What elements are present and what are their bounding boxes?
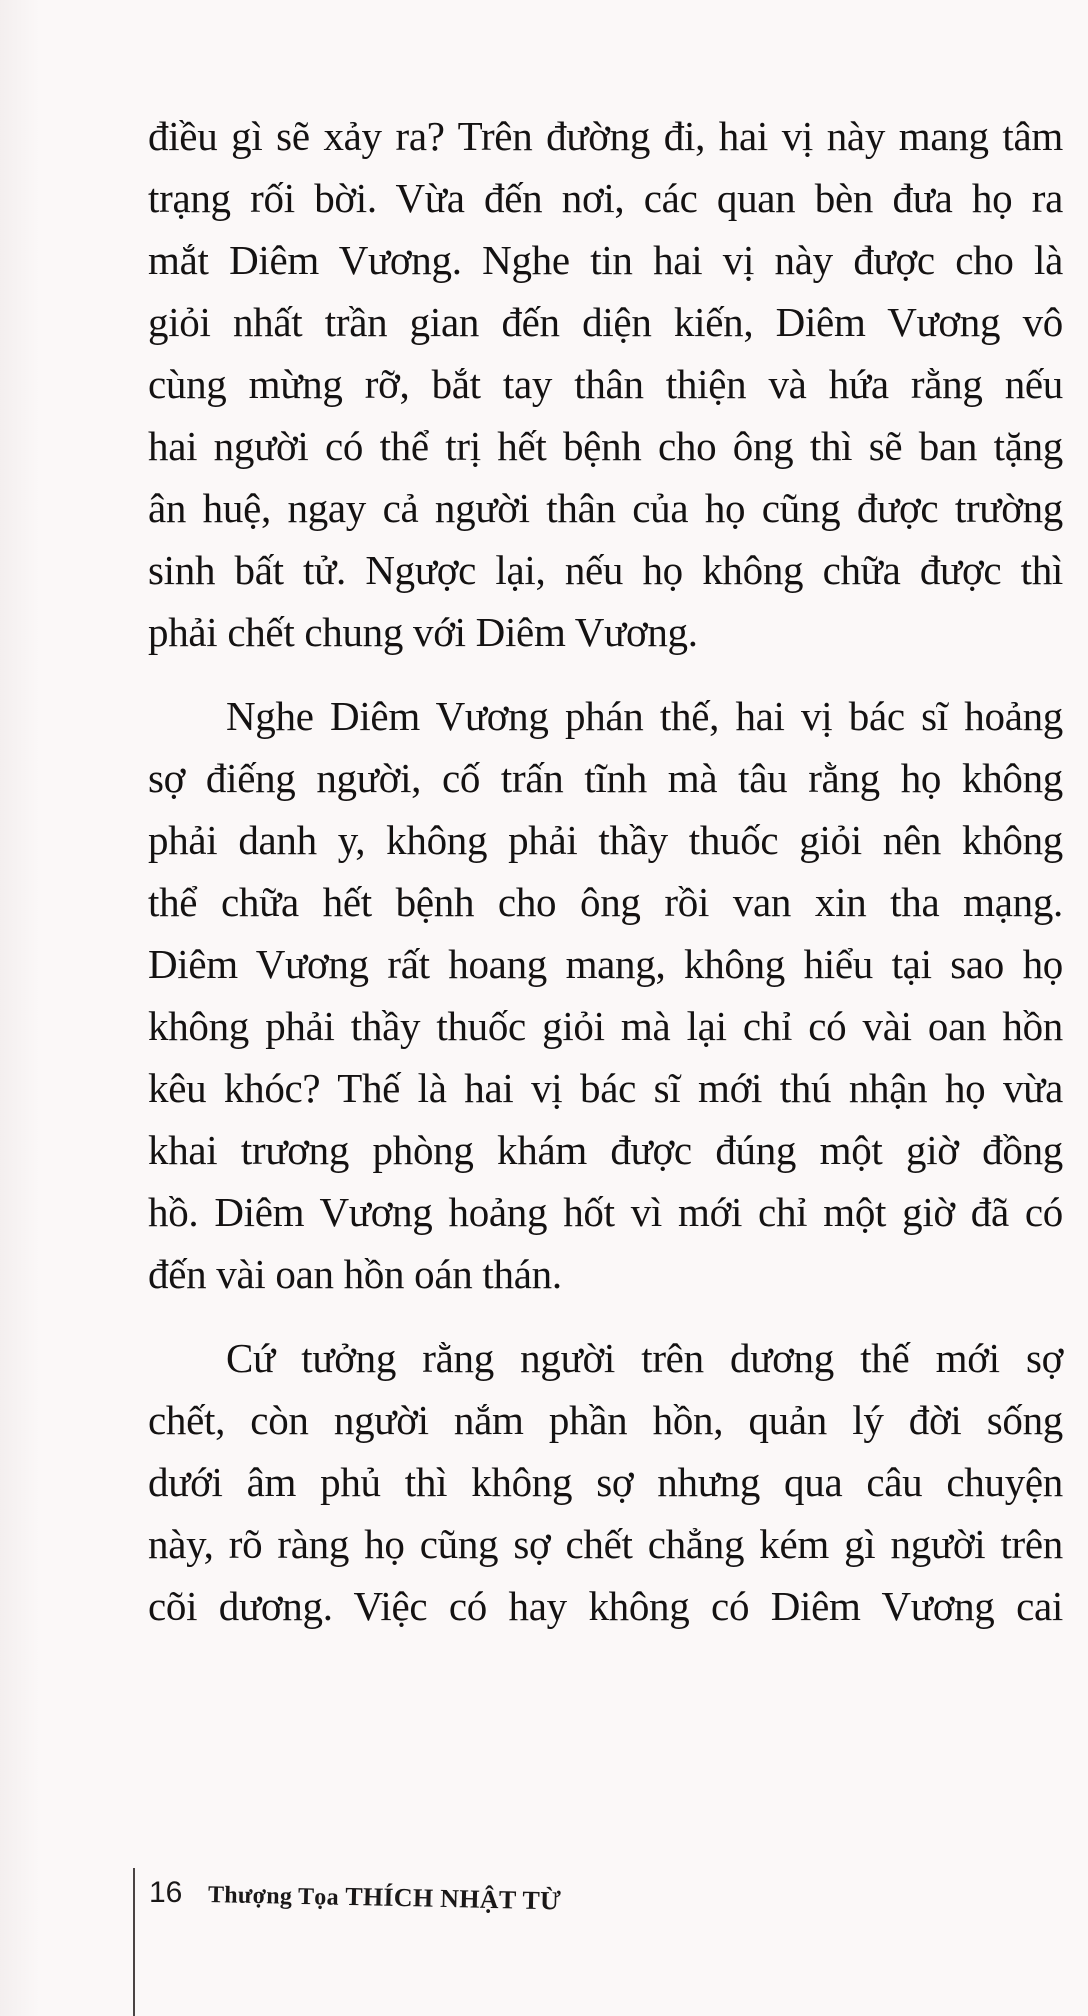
footer-row — [149, 1876, 562, 1916]
author-name: THÍCH NHẬT TỪ — [345, 1881, 562, 1916]
text-line: sinh bất tử. Ngược lại, nếu họ không chữa được thì — [148, 547, 1063, 593]
page-number: 16 — [149, 1876, 183, 1909]
text-line: hai người có thể trị hết bệnh cho ông thì sẽ ban tặng — [148, 423, 1063, 469]
paragraph-spacer — [148, 663, 1063, 685]
text-line: cõi dương. Việc có hay không có Diêm Vương cai — [148, 1583, 1063, 1629]
paragraph-1 — [148, 105, 1063, 663]
text-line: phải danh y, không phải thầy thuốc giỏi nên không — [148, 817, 1063, 863]
text-line: phải chết chung với Diêm Vương. — [148, 609, 698, 655]
text-line: đến vài oan hồn oán thán. — [148, 1251, 562, 1297]
body-text — [148, 105, 1063, 1637]
text-line: này, rõ ràng họ cũng sợ chết chẳng kém gì người trên — [148, 1521, 1063, 1567]
text-line: Nghe Diêm Vương phán thế, hai vị bác sĩ hoảng — [226, 693, 1063, 739]
text-line: kêu khóc? Thế là hai vị bác sĩ mới thú nhận họ vừa — [148, 1065, 1063, 1111]
text-line: giỏi nhất trần gian đến diện kiến, Diêm Vương vô — [148, 299, 1063, 345]
paragraph-2 — [148, 685, 1063, 1305]
text-line: không phải thầy thuốc giỏi mà lại chỉ có vài oan hồn — [148, 1003, 1063, 1049]
paragraph-spacer — [148, 1305, 1063, 1327]
text-line: trạng rối bời. Vừa đến nơi, các quan bèn đưa họ ra — [148, 175, 1063, 221]
text-line: Diêm Vương rất hoang mang, không hiểu tại sao họ — [148, 941, 1063, 987]
page-footer — [133, 1868, 561, 2016]
text-line: ân huệ, ngay cả người thân của họ cũng được trường — [148, 485, 1063, 531]
text-line: sợ điếng người, cố trấn tĩnh mà tâu rằng họ không — [148, 755, 1063, 801]
text-line: hồ. Diêm Vương hoảng hốt vì mới chỉ một giờ đã có — [148, 1189, 1063, 1235]
author-title: Thượng Tọa — [208, 1882, 340, 1911]
text-line: cùng mừng rỡ, bắt tay thân thiện và hứa rằng nếu — [148, 361, 1063, 407]
text-line: mắt Diêm Vương. Nghe tin hai vị này được cho là — [148, 237, 1063, 283]
text-line: chết, còn người nắm phần hồn, quản lý đời sống — [148, 1397, 1063, 1443]
text-line: Cứ tưởng rằng người trên dương thế mới sợ — [226, 1335, 1063, 1381]
text-line: khai trương phòng khám được đúng một giờ đồng — [148, 1127, 1063, 1173]
paragraph-3 — [148, 1327, 1063, 1637]
text-line: thể chữa hết bệnh cho ông rồi van xin tha mạng. — [148, 879, 1063, 925]
text-line: dưới âm phủ thì không sợ nhưng qua câu chuyện — [148, 1459, 1063, 1505]
running-head — [208, 1879, 562, 1916]
text-line: điều gì sẽ xảy ra? Trên đường đi, hai vị này mang tâm — [148, 113, 1063, 159]
